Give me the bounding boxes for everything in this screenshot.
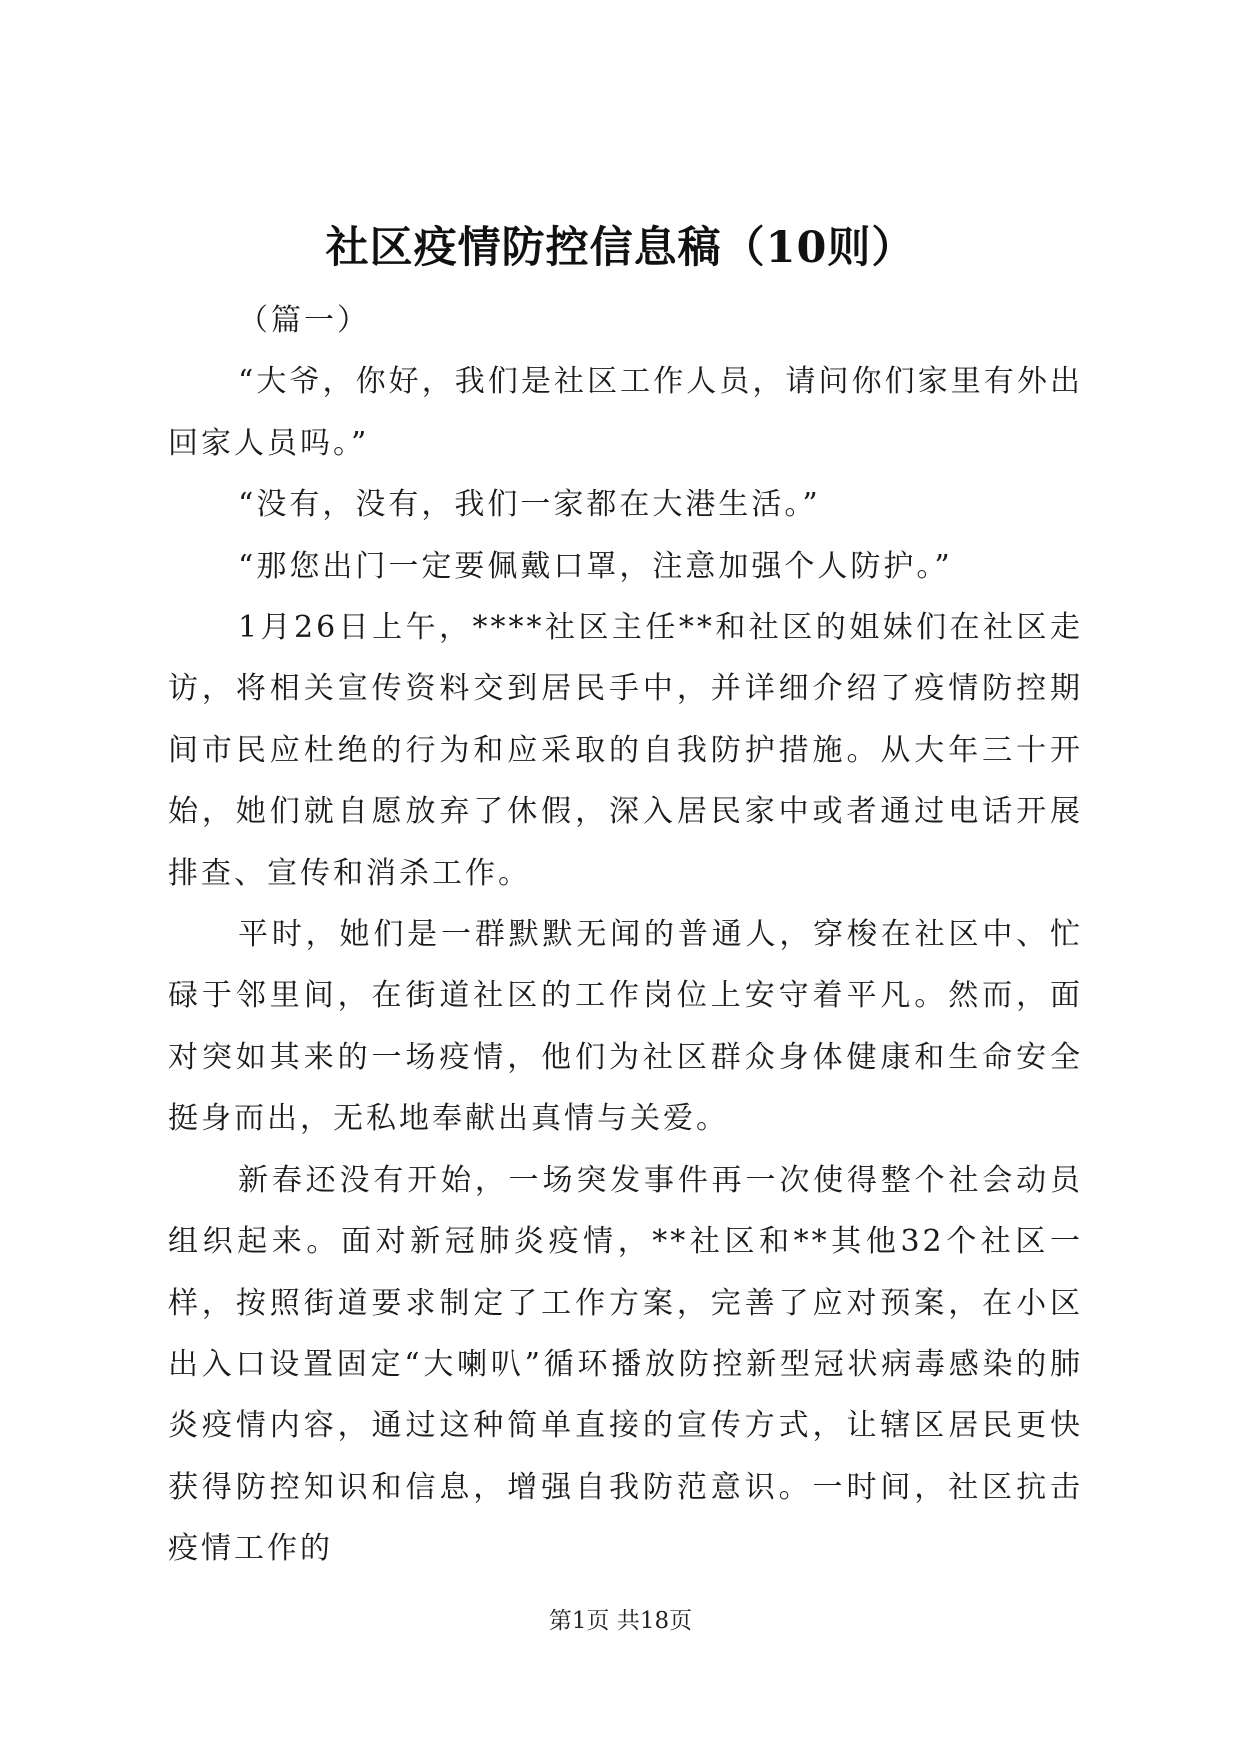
paragraph: 平时，她们是一群默默无闻的普通人，穿梭在社区中、忙碌于邻里间，在街道社区的工作岗位上安守着平凡。然而，面对突如其来的一场疫情，他们为社区群众身体健康和生命安全挺身而出，无私地奉献出真情与关爱。 — [168, 917, 1083, 1137]
paragraph: “没有，没有，我们一家都在大港生活。” — [238, 487, 821, 523]
section-heading: （篇一） — [238, 303, 370, 338]
paragraph: “那您出门一定要佩戴口罩，注意加强个人防护。” — [238, 548, 953, 584]
paragraph: 新春还没有开始，一场突发事件再一次使得整个社会动员组织起来。面对新冠肺炎疫情，**社区和**其他32个社区一样，按照街道要求制定了工作方案，完善了应对预案，在小区出入口设置固定“大喇叭”循环播放防控新型冠状病毒感染的肺炎疫情内容，通过这种简单直接的宣传方式，让辖区居民更快获得防控知识和信息，增强自我防范意识。一时间，社区抗击疫情工作的 — [168, 1162, 1083, 1567]
paragraph: 1月26日上午，****社区主任**和社区的姐妹们在社区走访，将相关宣传资料交到居民手中，并详细介绍了疫情防控期间市民应杜绝的行为和应采取的自我防护措施。从大年三十开始，她们就自愿放弃了休假，深入居民家中或者通过电话开展排查、宣传和消杀工作。 — [168, 610, 1083, 891]
page-footer: 第1页 共18页 — [548, 1608, 693, 1634]
paragraph: “大爷，你好，我们是社区工作人员，请问你们家里有外出回家人员吗。” — [168, 364, 1083, 461]
document-title: 社区疫情防控信息稿（10则） — [325, 223, 916, 273]
document-body — [168, 290, 1083, 1580]
